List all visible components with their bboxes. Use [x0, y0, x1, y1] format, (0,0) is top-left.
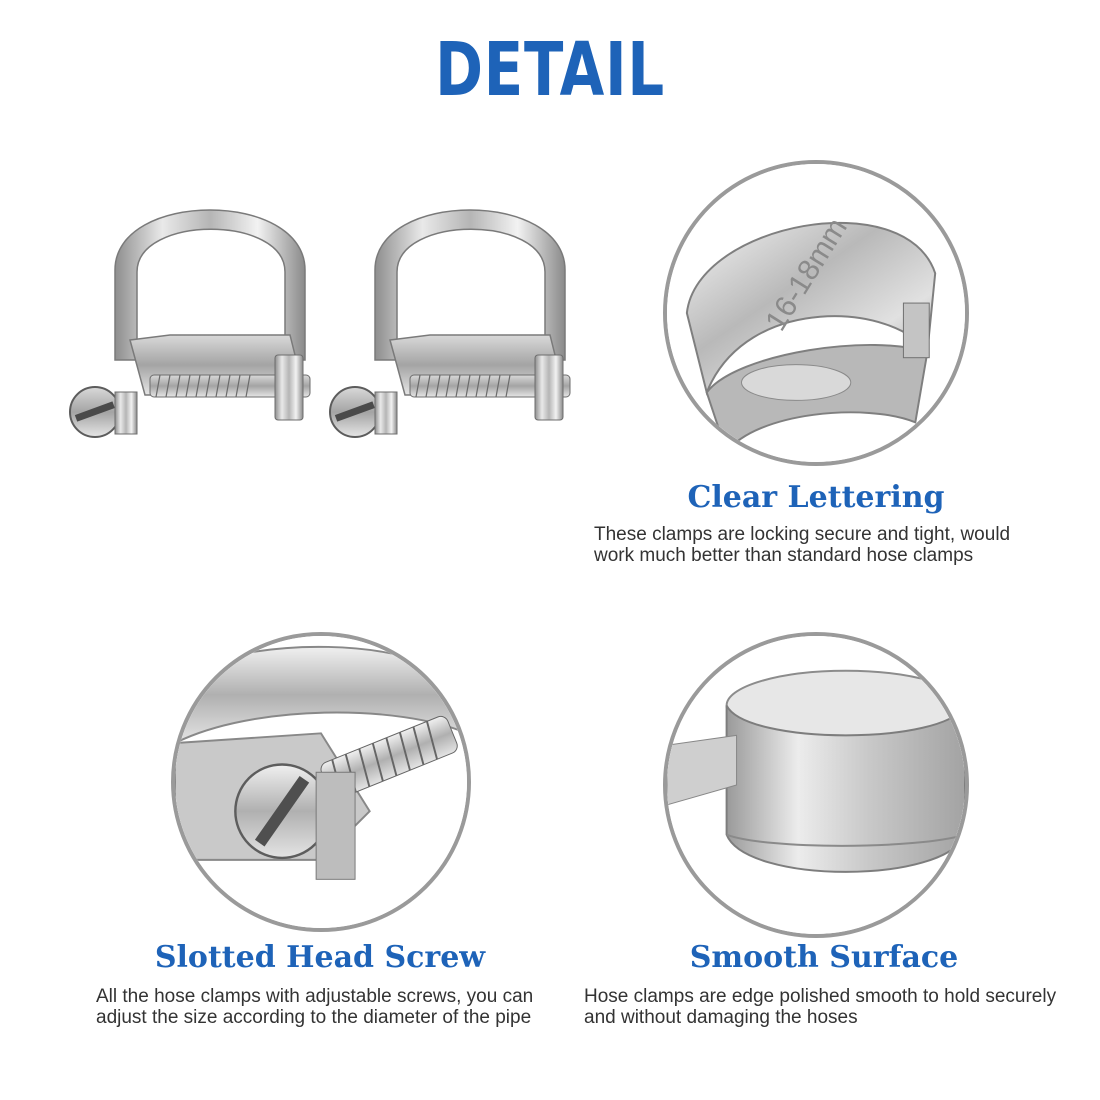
feature-heading-clear-lettering: Clear Lettering — [687, 480, 945, 515]
hose-clamp-right — [330, 210, 570, 437]
slotted-screw-closeup — [175, 636, 467, 928]
detail-circle-surface — [663, 632, 969, 938]
product-photo-clamps — [60, 160, 600, 490]
detail-circle-lettering — [663, 160, 969, 466]
feature-heading-smooth-surface: Smooth Surface — [689, 940, 959, 975]
clamp-lettering-closeup — [667, 164, 965, 462]
feature-text-smooth-surface: Hose clamps are edge polished smooth to hold securely and without damaging the hoses — [584, 986, 1057, 1028]
detail-circle-screw — [171, 632, 471, 932]
clamp-marking-text: 16-18mm — [759, 212, 854, 337]
feature-text-slotted-head-screw: All the hose clamps with adjustable screws, you can adjust the size according to the diameter of the pipe — [96, 986, 534, 1028]
hose-clamp-left — [70, 210, 310, 437]
feature-heading-slotted-head-screw: Slotted Head Screw — [154, 940, 486, 975]
smooth-surface-closeup — [667, 636, 965, 934]
feature-text-clear-lettering: These clamps are locking secure and tight, would work much better than standard hose clamps — [594, 524, 1011, 566]
hose-clamp-pair-illustration — [60, 160, 600, 490]
page-title: DETAIL — [435, 27, 665, 113]
